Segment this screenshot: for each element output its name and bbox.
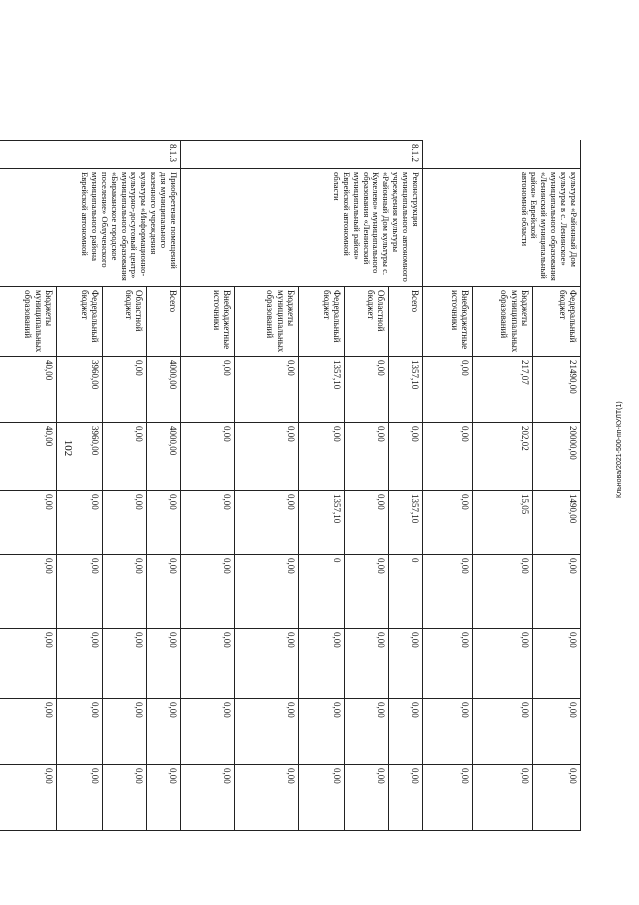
item-code-cell: [423, 141, 581, 169]
item-code-cell: 8.1.3: [0, 141, 181, 169]
amount-cell: 0: [389, 555, 423, 629]
amount-cell: 0,00: [235, 357, 299, 423]
amount-cell: 0,00: [345, 765, 389, 831]
amount-cell: 0,00: [423, 629, 473, 699]
amount-cell: 0,00: [235, 423, 299, 491]
amount-cell: 0,00: [181, 555, 235, 629]
funding-source-cell: Внебюджетные источники: [423, 287, 473, 357]
amount-cell: 0,00: [103, 699, 147, 765]
funding-source-cell: Всего: [389, 287, 423, 357]
amount-cell: 1357,10: [389, 491, 423, 555]
amount-cell: 0,00: [103, 765, 147, 831]
amount-cell: 4000,00: [147, 357, 181, 423]
amount-cell: 0,00: [423, 699, 473, 765]
amount-cell: 0,00: [473, 555, 533, 629]
amount-cell: 0,00: [299, 423, 345, 491]
amount-cell: 217,07: [473, 357, 533, 423]
amount-cell: 21490,00: [533, 357, 581, 423]
funding-source-cell: Бюджеты муниципальных образований: [0, 287, 57, 357]
item-code-cell: 8.1.2: [181, 141, 423, 169]
amount-cell: 0,00: [345, 423, 389, 491]
amount-cell: 0,00: [473, 699, 533, 765]
amount-cell: 0,00: [533, 699, 581, 765]
amount-cell: 0,00: [147, 765, 181, 831]
amount-cell: 0,00: [389, 629, 423, 699]
amount-cell: 0,00: [299, 765, 345, 831]
amount-cell: 0,00: [147, 699, 181, 765]
amount-cell: 0,00: [57, 629, 103, 699]
amount-cell: 0,00: [423, 423, 473, 491]
funding-source-cell: Областной бюджет: [345, 287, 389, 357]
amount-cell: 0,00: [103, 357, 147, 423]
amount-cell: 0,00: [235, 555, 299, 629]
amount-cell: 1357,10: [299, 491, 345, 555]
amount-cell: 0,00: [473, 629, 533, 699]
amount-cell: 0,00: [345, 555, 389, 629]
funding-source-cell: Всего: [147, 287, 181, 357]
item-title-cell: Приобретение помещений для муниципального казенного учреждения культуры «Информационно-культурно-досуговый центр» муниципального образования «Бираканское городское поселение» Облученского муниципального района Еврейской автономной: [0, 169, 181, 287]
amount-cell: 0,00: [181, 357, 235, 423]
funding-source-cell: Федеральный бюджет: [299, 287, 345, 357]
amount-cell: 0,00: [181, 765, 235, 831]
amount-cell: 0,00: [147, 555, 181, 629]
amount-cell: 0,00: [423, 357, 473, 423]
funding-source-cell: Федеральный бюджет: [533, 287, 581, 357]
amount-cell: 0,00: [235, 629, 299, 699]
amount-cell: 0,00: [235, 765, 299, 831]
budget-table: [0, 140, 581, 831]
amount-cell: 0,00: [181, 629, 235, 699]
amount-cell: 0,00: [389, 765, 423, 831]
amount-cell: 0,00: [345, 491, 389, 555]
table-row: [147, 141, 181, 831]
amount-cell: 0,00: [299, 699, 345, 765]
amount-cell: 0,00: [235, 491, 299, 555]
amount-cell: 0,00: [389, 423, 423, 491]
funding-source-cell: Областной бюджет: [103, 287, 147, 357]
amount-cell: 0,00: [181, 423, 235, 491]
amount-cell: 0,00: [181, 491, 235, 555]
amount-cell: 3960,00: [57, 423, 103, 491]
amount-cell: 0,00: [57, 491, 103, 555]
amount-cell: 0,00: [147, 491, 181, 555]
page-number: 102: [62, 439, 74, 457]
amount-cell: 0,00: [389, 699, 423, 765]
amount-cell: 0,00: [103, 491, 147, 555]
amount-cell: 0,00: [533, 765, 581, 831]
funding-source-cell: Бюджеты муниципальных образований: [235, 287, 299, 357]
amount-cell: 0,00: [57, 765, 103, 831]
amount-cell: 0,00: [0, 699, 57, 765]
amount-cell: 20000,00: [533, 423, 581, 491]
amount-cell: 202,02: [473, 423, 533, 491]
amount-cell: 0,00: [181, 699, 235, 765]
amount-cell: 40,00: [0, 357, 57, 423]
amount-cell: 0,00: [345, 629, 389, 699]
amount-cell: 0,00: [103, 629, 147, 699]
amount-cell: 0,00: [103, 555, 147, 629]
amount-cell: 0: [299, 555, 345, 629]
funding-source-cell: Бюджеты муниципальных образований: [473, 287, 533, 357]
funding-source-cell: Внебюджетные источники: [181, 287, 235, 357]
amount-cell: 40,00: [0, 423, 57, 491]
amount-cell: 0,00: [0, 555, 57, 629]
amount-cell: 0,00: [345, 357, 389, 423]
funding-source-cell: Федеральный бюджет: [57, 287, 103, 357]
amount-cell: 1490,00: [533, 491, 581, 555]
amount-cell: 0,00: [0, 765, 57, 831]
document-code: Кльнова/2021-500-пп-КУЛТ(1): [616, 401, 623, 499]
amount-cell: 0,00: [235, 699, 299, 765]
amount-cell: 0,00: [473, 765, 533, 831]
amount-cell: 0,00: [147, 629, 181, 699]
amount-cell: 0,00: [345, 699, 389, 765]
amount-cell: 0,00: [103, 423, 147, 491]
amount-cell: 1357,10: [299, 357, 345, 423]
amount-cell: 0,00: [57, 555, 103, 629]
amount-cell: 0,00: [533, 555, 581, 629]
item-title-cell: культуры «Районный Дом культуры в с. Ленинское» муниципального образования «Ленинский муниципальный район» Еврейской автономной области: [423, 169, 581, 287]
amount-cell: 4000,00: [147, 423, 181, 491]
item-title-cell: Реконструкция муниципального автономного учреждения культуры «Районный Дом культуры с. Кукелево» муниципального образования «Ленинский муниципальный район» Еврейской автономной области: [181, 169, 423, 287]
amount-cell: 0,00: [533, 629, 581, 699]
table-row: [389, 141, 423, 831]
amount-cell: 0,00: [423, 491, 473, 555]
amount-cell: 1357,10: [389, 357, 423, 423]
amount-cell: 15,05: [473, 491, 533, 555]
amount-cell: 0,00: [0, 491, 57, 555]
amount-cell: 0,00: [423, 765, 473, 831]
amount-cell: 3960,00: [57, 357, 103, 423]
amount-cell: 0,00: [0, 629, 57, 699]
amount-cell: 0,00: [423, 555, 473, 629]
amount-cell: 0,00: [57, 699, 103, 765]
budget-table-body: [0, 141, 581, 831]
table-row: [533, 141, 581, 831]
amount-cell: 0,00: [299, 629, 345, 699]
